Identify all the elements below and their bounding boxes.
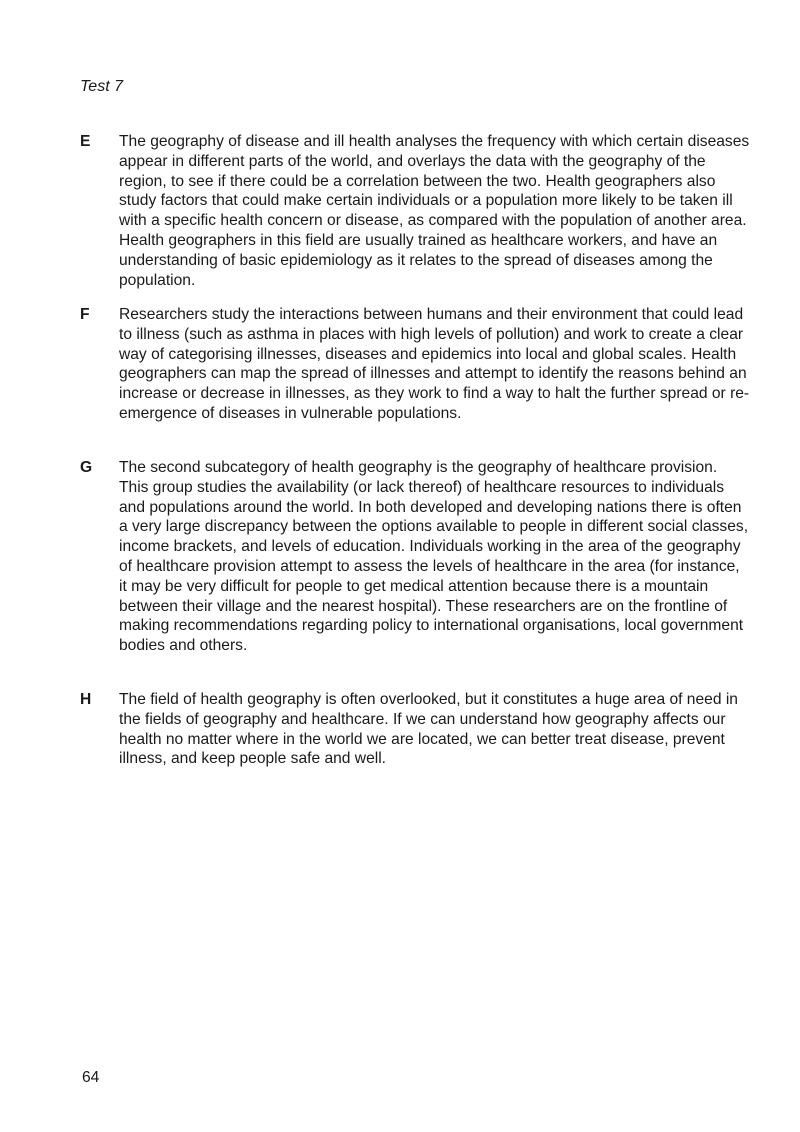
paragraph-section-g	[80, 458, 750, 656]
paragraph-letter: F	[80, 306, 90, 323]
paragraph-letter: E	[80, 133, 91, 150]
page-number: 64	[82, 1069, 100, 1086]
paragraph-text: The geography of disease and ill health analyses the frequency with which certain diseases appear in different parts of the world, and overlays the data with the geography of the region, to see if there could be a correlation between the two. Health geographers also study factors that could make certain individuals or a population more likely to be taken ill with a specific health concern or disease, as compared with the population of another area. Health geographers in this field are usually trained as healthcare workers, and have an understanding of basic epidemiology as it relates to the spread of diseases among the population.	[119, 133, 750, 289]
paragraph-letter: H	[80, 691, 92, 708]
paragraph-letter: G	[80, 459, 93, 476]
running-title: Test 7	[80, 78, 123, 95]
paragraph-text: The field of health geography is often overlooked, but it constitutes a huge area of need in the fields of geography and healthcare. If we can understand how geography affects our health no matter where in the world we are located, we can better treat disease, prevent illness, and keep people safe and well.	[119, 691, 738, 768]
paragraph-section-h	[80, 690, 750, 769]
paragraph-section-f	[80, 305, 750, 424]
paragraph-text: Researchers study the interactions between humans and their environment that could lead to illness (such as asthma in places with high levels of pollution) and work to create a clear way of categorising illnesses, diseases and epidemics into local and global scales. Health geographers can map the spread of illnesses and attempt to identify the reasons behind an increase or decrease in illnesses, as they work to find a way to halt the further spread or re-emergence of diseases in vulnerable populations.	[119, 306, 750, 422]
paragraph-section-e	[80, 132, 750, 290]
paragraph-text: The second subcategory of health geography is the geography of healthcare provision. This group studies the availability (or lack thereof) of healthcare resources to individuals and populations around the world. In both developed and developing nations there is often a very large discrepancy between the options available to people in different social classes, income brackets, and levels of education. Individuals working in the area of the geography of healthcare provision attempt to assess the levels of healthcare in the area (for instance, it may be very difficult for people to get medical attention because there is a mountain between their village and the nearest hospital). These researchers are on the frontline of making recommendations regarding policy to international organisations, local government bodies and others.	[119, 459, 749, 655]
